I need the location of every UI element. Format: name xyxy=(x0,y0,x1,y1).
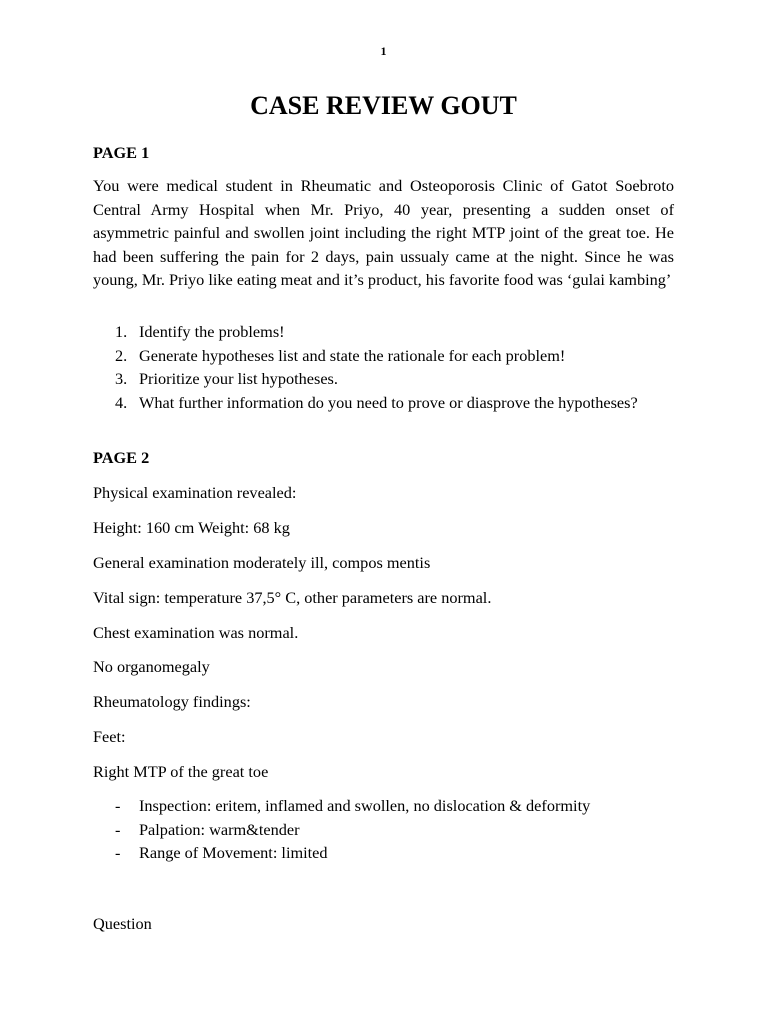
page1-questions-block xyxy=(93,320,674,414)
finding-item-range-of-movement xyxy=(93,841,674,865)
feet-line-block xyxy=(93,725,674,749)
findings-block xyxy=(93,794,674,865)
general-exam-line: General examination moderately ill, compos mentis xyxy=(93,553,431,572)
question-number: 3. xyxy=(115,369,128,388)
feet-line: Feet: xyxy=(93,727,126,746)
page1-case-paragraph-block xyxy=(93,174,674,292)
question-item-3 xyxy=(93,367,674,391)
question-number: 1. xyxy=(115,322,128,341)
chest-exam-line: Chest examination was normal. xyxy=(93,623,299,642)
finding-item-palpation xyxy=(93,818,674,842)
vital-sign-line-block xyxy=(93,586,674,610)
right-mtp-line-block xyxy=(93,760,674,784)
question-item-1 xyxy=(93,320,674,344)
question-item-4 xyxy=(93,391,674,415)
page1-section xyxy=(93,141,674,165)
finding-text: Range of Movement: limited xyxy=(139,843,328,862)
rheumatology-line: Rheumatology findings: xyxy=(93,692,251,711)
vital-sign-line: Vital sign: temperature 37,5° C, other parameters are normal. xyxy=(93,588,492,607)
document-title: CASE REVIEW GOUT xyxy=(250,91,517,120)
right-mtp-line: Right MTP of the great toe xyxy=(93,762,269,781)
dash-marker: - xyxy=(115,819,121,839)
page-number: 1 xyxy=(380,44,387,58)
question-label-block xyxy=(93,912,674,936)
question-text: Generate hypotheses list and state the rationale for each problem! xyxy=(139,345,566,365)
question-number: 2. xyxy=(115,345,128,365)
dash-marker: - xyxy=(115,843,121,862)
height-weight-line-block xyxy=(93,516,674,540)
physical-exam-line: Physical examination revealed: xyxy=(93,483,297,502)
page2-heading: PAGE 2 xyxy=(93,448,150,467)
finding-text: Inspection: eritem, inflamed and swollen, no dislocation & deformity xyxy=(139,796,591,815)
height-weight-line: Height: 160 cm Weight: 68 kg xyxy=(93,518,290,537)
case-paragraph: You were medical student in Rheumatic and Osteoporosis Clinic of Gatot Soebroto Central Army Hospital when Mr. Priyo, 40 year, presenting a sudden onset of asymmetric painful and swollen joint including the right MTP joint of the great toe. He had been suffering the pain for 2 days, pain ussualy came at the night. Since he was young, Mr. Priyo like eating meat and it’s product, his favorite food was ‘gulai kambing’ xyxy=(93,176,674,289)
physical-exam-line-block xyxy=(93,481,674,505)
question-item-2 xyxy=(93,344,674,368)
general-exam-line-block xyxy=(93,551,674,575)
finding-text: Palpation: warm&tender xyxy=(139,819,300,839)
question-label: Question xyxy=(93,914,152,933)
chest-exam-line-block xyxy=(93,621,674,645)
rheumatology-line-block xyxy=(93,690,674,714)
question-number: 4. xyxy=(115,392,128,412)
organomegaly-line-block xyxy=(93,655,674,679)
findings-list xyxy=(93,794,674,865)
question-list xyxy=(93,320,674,414)
organomegaly-line: No organomegaly xyxy=(93,657,210,676)
page1-heading: PAGE 1 xyxy=(93,143,150,162)
dash-marker: - xyxy=(115,796,121,815)
question-text: Identify the problems! xyxy=(139,322,285,341)
page2-heading-block xyxy=(93,446,674,470)
question-text: What further information do you need to prove or diasprove the hypotheses? xyxy=(139,392,638,412)
question-text: Prioritize your list hypotheses. xyxy=(139,369,338,388)
finding-item-inspection xyxy=(93,794,674,818)
